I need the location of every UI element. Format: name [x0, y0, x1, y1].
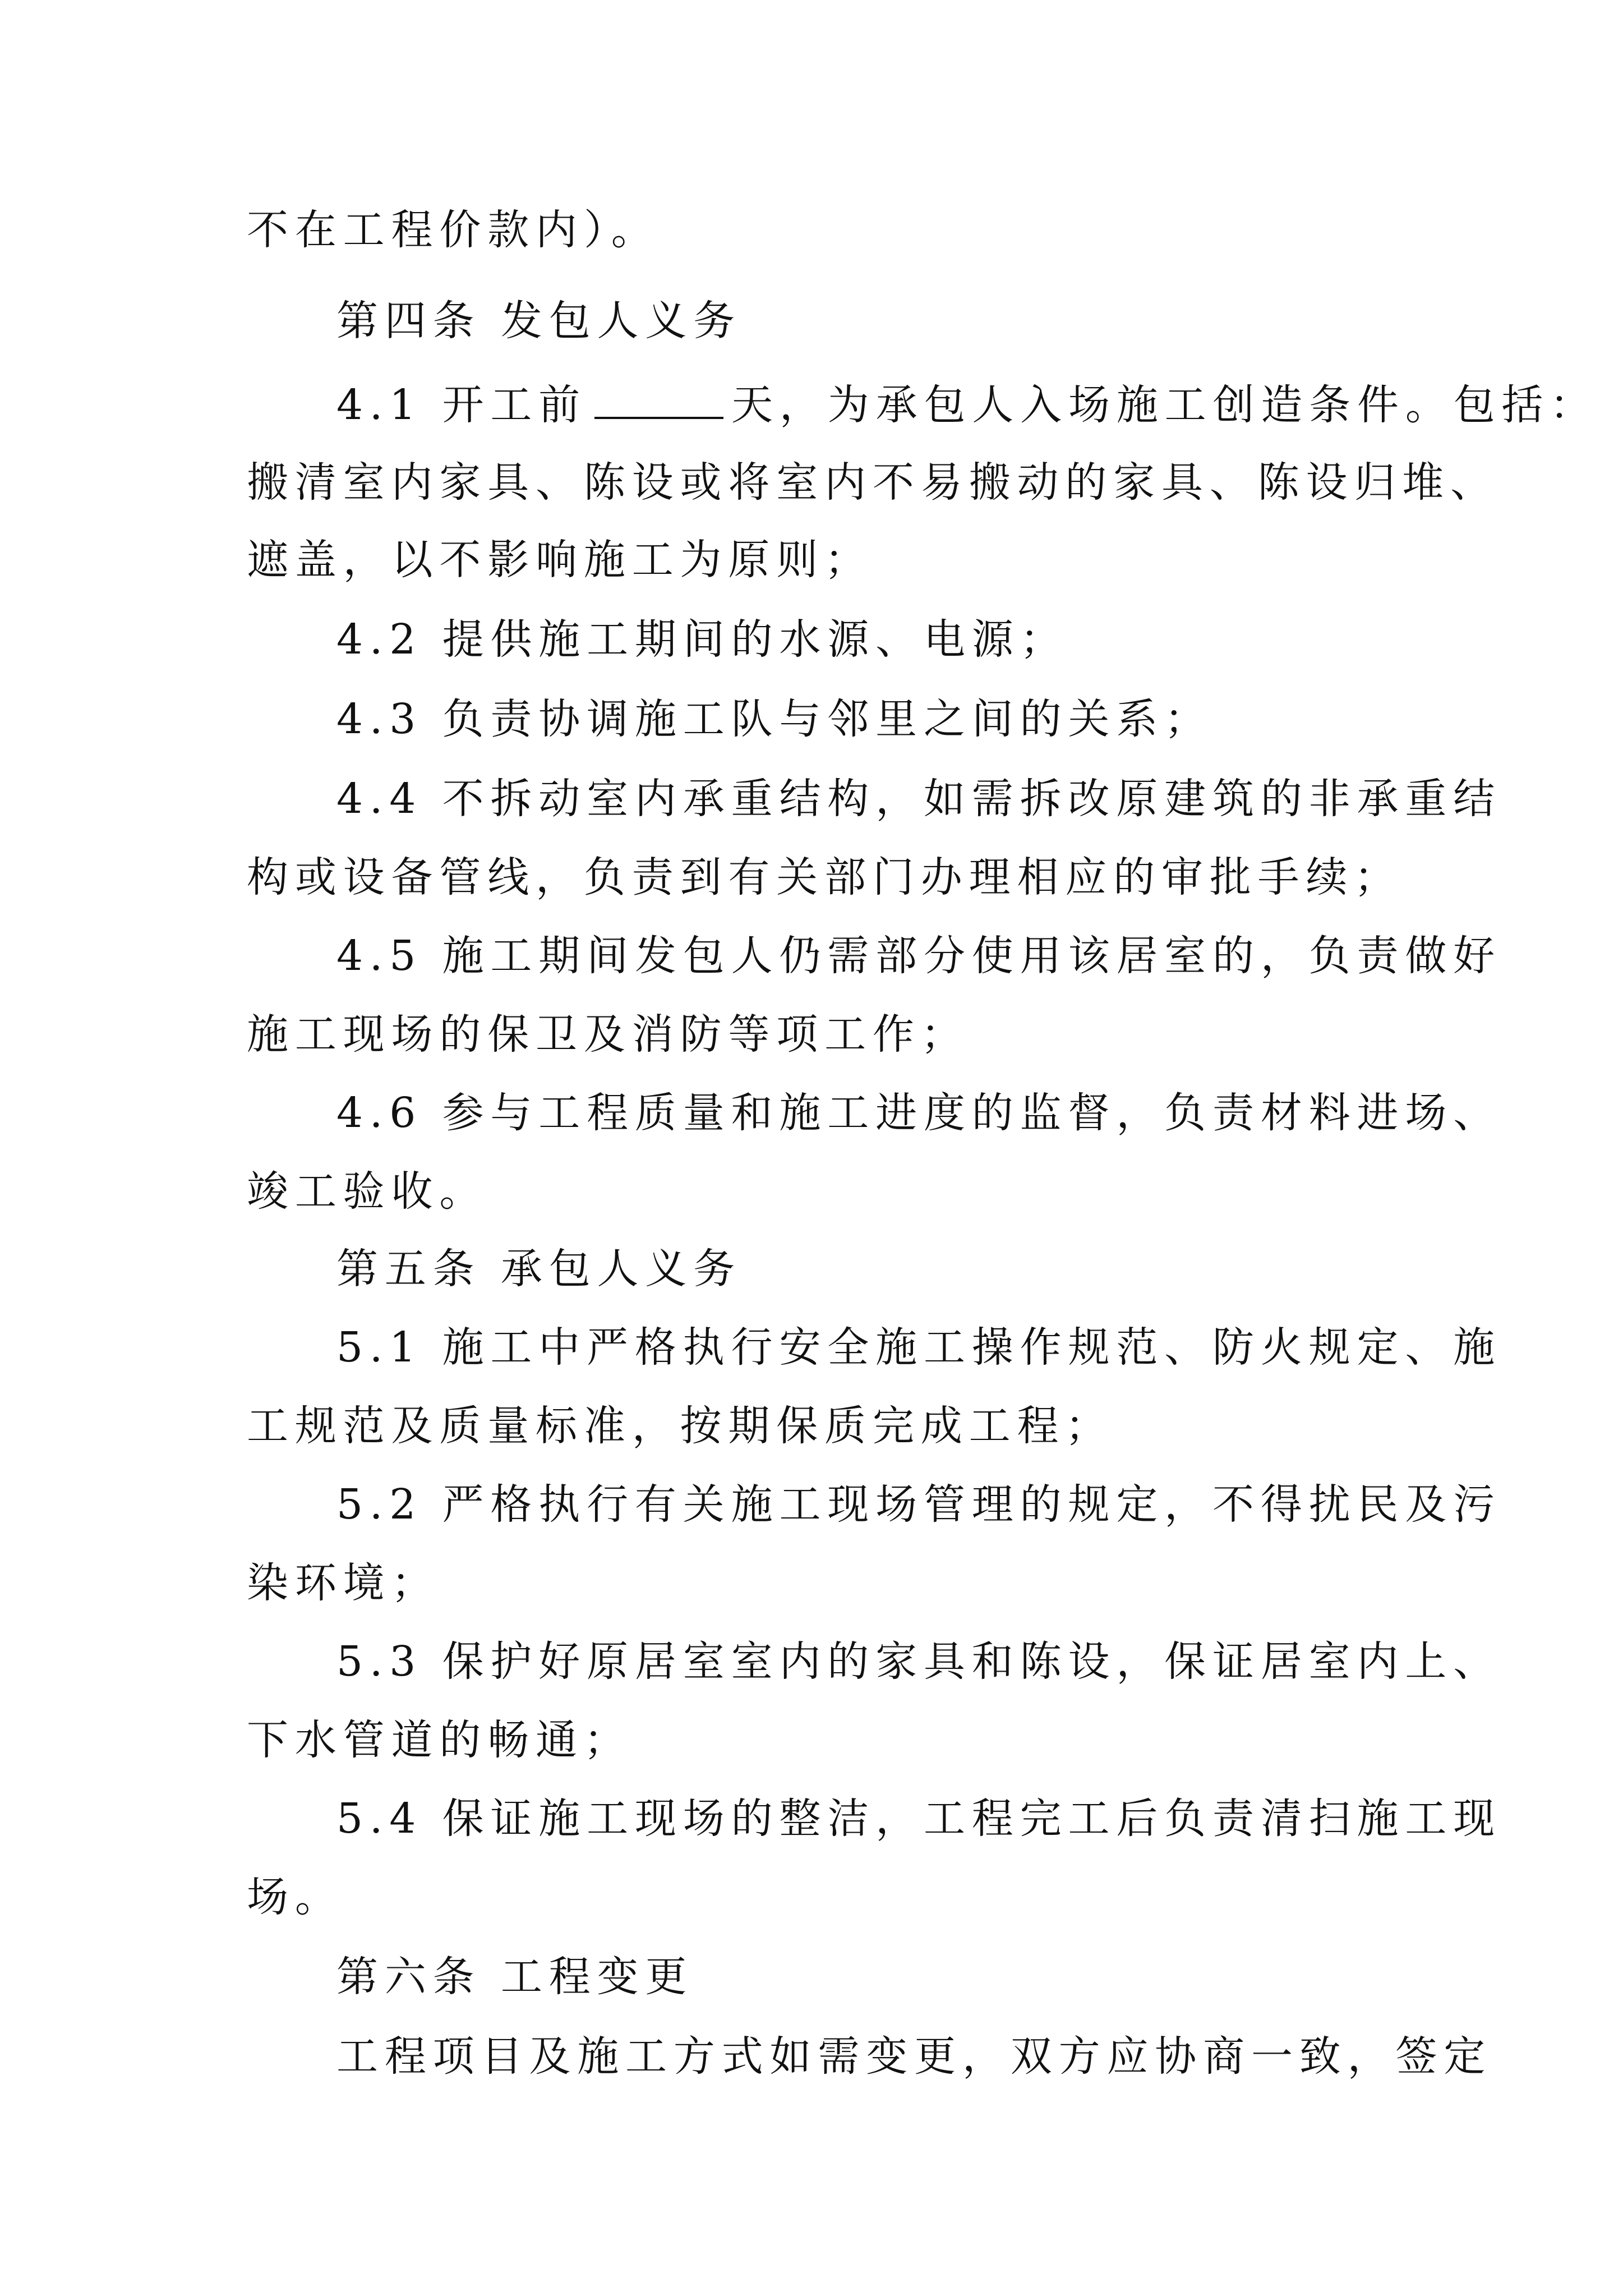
- text-line: 竣工验收。: [247, 1167, 488, 1216]
- text-line: 4.2 提供施工期间的水源、电源；: [336, 615, 1068, 664]
- text-line: 5.4 保证施工现场的整洁，工程完工后负责清扫施工现: [336, 1795, 1502, 1843]
- text-line: 5.2 严格执行有关施工现场管理的规定，不得扰民及污: [336, 1480, 1502, 1529]
- text-line: 4.4 不拆动室内承重结构，如需拆改原建筑的非承重结: [336, 775, 1502, 823]
- text-line: 4.6 参与工程质量和施工进度的监督，负责材料进场、: [336, 1089, 1502, 1137]
- text-line: 4.5 施工期间发包人仍需部分使用该居室的，负责做好: [336, 932, 1502, 980]
- fill-blank: [594, 384, 723, 419]
- text-line: 4.3 负责协调施工队与邻里之间的关系；: [336, 695, 1213, 743]
- article-heading: 第四条 发包人义务: [336, 297, 742, 345]
- text-line: 染环境；: [247, 1559, 440, 1607]
- text-line: 工规范及质量标准，按期保质完成工程；: [247, 1402, 1114, 1450]
- text-line: 场。: [247, 1873, 343, 1921]
- article-heading: 第五条 承包人义务: [336, 1245, 742, 1293]
- text-line: 不在工程价款内）。: [247, 206, 660, 254]
- text-line: 下水管道的畅通；: [247, 1716, 632, 1764]
- text-line: 构或设备管线，负责到有关部门办理相应的审批手续；: [247, 853, 1403, 901]
- text-line: 5.3 保护好原居室室内的家具和陈设，保证居室内上、: [336, 1637, 1502, 1686]
- text-line: 搬清室内家具、陈设或将室内不易搬动的家具、陈设归堆、: [247, 458, 1498, 507]
- text-line: 遮盖，以不影响施工为原则；: [247, 536, 873, 584]
- text-line: [0, 377, 1623, 433]
- text-line: 5.1 施工中严格执行安全施工操作规范、防火规定、施: [336, 1323, 1502, 1372]
- clause-continuation: 天，为承包人入场施工创造条件。包括：: [731, 381, 1598, 429]
- text-line: 工程项目及施工方式如需变更，双方应协商一致，签定: [336, 2032, 1492, 2081]
- text-line: 施工现场的保卫及消防等项工作；: [247, 1010, 969, 1059]
- clause-prefix: 4.1 开工前: [336, 381, 587, 429]
- article-heading: 第六条 工程变更: [336, 1953, 694, 2001]
